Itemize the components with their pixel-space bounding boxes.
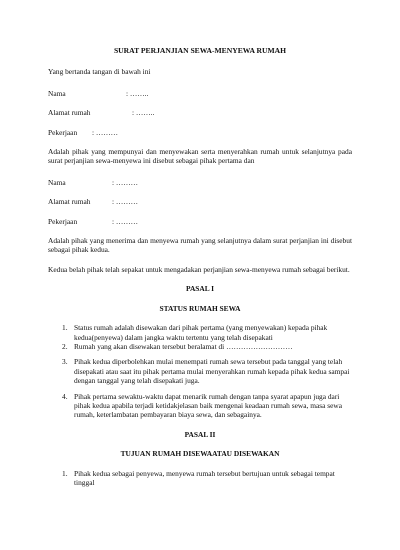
list-item xyxy=(48,342,352,351)
party2-pekerjaan-value: : ……… xyxy=(112,216,139,226)
party1-nama-value: : …….. xyxy=(126,88,149,98)
pasal2-list xyxy=(48,469,352,488)
list-item-text: Pihak pertama sewaktu-waktu dapat menarik rumah dengan tanpa syarat apapun juga dari pihak kedua apabila terjadi ketidakjelasan baik mengenai keadaan rumah sewa, masa sewa rumah, keterlambatan pembayaran biaya sewa, dan sebagainya. xyxy=(74,391,343,420)
pasal1-subheading: STATUS RUMAH SEWA xyxy=(159,303,241,313)
party2-alamat-label: Alamat rumah xyxy=(48,197,91,207)
party1-alamat-row xyxy=(48,108,352,117)
list-item-number: 1. xyxy=(62,468,68,478)
list-item-text: Status rumah adalah disewakan dari pihak pertama (yang menyewakan) kepada pihak kedua(penyewa) dalam jangka waktu tertentu yang telah disepakati xyxy=(74,323,328,342)
list-item xyxy=(48,469,352,488)
list-item-text: Pihak kedua sebagai penyewa, menyewa rumah tersebut bertujuan untuk sebagai tempat tinggal xyxy=(74,468,335,487)
party2-alamat-value: : ……… xyxy=(112,197,139,207)
party1-pekerjaan-label: Pekerjaan xyxy=(48,127,78,137)
party2-nama-value: : ……… xyxy=(112,177,139,187)
pasal1-heading: PASAL I xyxy=(186,284,214,294)
para-pihak-kedua: Adalah pihak yang menerima dan menyewa rumah yang selanjutnya dalam surat perjanjian ini disebut sebagai pihak kedua. xyxy=(48,236,352,255)
list-item xyxy=(48,357,352,385)
party2-nama-row xyxy=(48,178,352,187)
pasal2-subheading: TUJUAN RUMAH DISEWAATAU DISEWAKAN xyxy=(120,449,280,459)
party2-pekerjaan-label: Pekerjaan xyxy=(48,216,78,226)
party2-alamat-row xyxy=(48,197,352,206)
document-title: SURAT PERJANJIAN SEWA-MENYEWA RUMAH xyxy=(113,46,287,55)
party2-nama-label: Nama xyxy=(48,177,66,187)
list-item-text: Pihak kedua diperbolehkan mulai menempati rumah sewa tersebut pada tanggal yang telah disepakati atau saat itu pihak pertama mulai menyerahkan rumah kepada pihak kedua sampai dengan tanggal yang telah disepakati juga. xyxy=(74,357,350,386)
party1-pekerjaan-row xyxy=(48,128,352,137)
list-item xyxy=(48,323,352,342)
para-kesepakatan: Kedua belah pihak telah sepakat untuk mengadakan perjanjian sewa-menyewa rumah sebagai berikut. xyxy=(48,264,350,274)
party1-alamat-label: Alamat rumah xyxy=(48,108,91,118)
para-pihak-pertama: Adalah pihak yang mempunyai dan menyewakan serta menyerahkan rumah untuk selanjutnya pada surat perjanjian sewa-menyewa ini disebut sebagai pihak pertama dan xyxy=(48,147,352,166)
party1-alamat-value: : …….. xyxy=(132,108,155,118)
party1-nama-label: Nama xyxy=(48,88,66,98)
intro-text: Yang bertanda tangan di bawah ini xyxy=(48,67,151,77)
list-item-text: Rumah yang akan disewakan tersebut beralamat di ……………………… xyxy=(74,341,293,351)
list-item-number: 1. xyxy=(62,323,68,333)
list-item-number: 2. xyxy=(62,341,68,351)
pasal2-heading: PASAL II xyxy=(184,429,216,439)
party1-pekerjaan-value: : ……… xyxy=(92,127,119,137)
list-item-number: 3. xyxy=(62,357,68,367)
party2-pekerjaan-row xyxy=(48,217,352,226)
list-item-number: 4. xyxy=(62,391,68,401)
pasal1-list xyxy=(48,323,352,420)
party1-nama-row xyxy=(48,89,352,98)
list-item xyxy=(48,392,352,420)
